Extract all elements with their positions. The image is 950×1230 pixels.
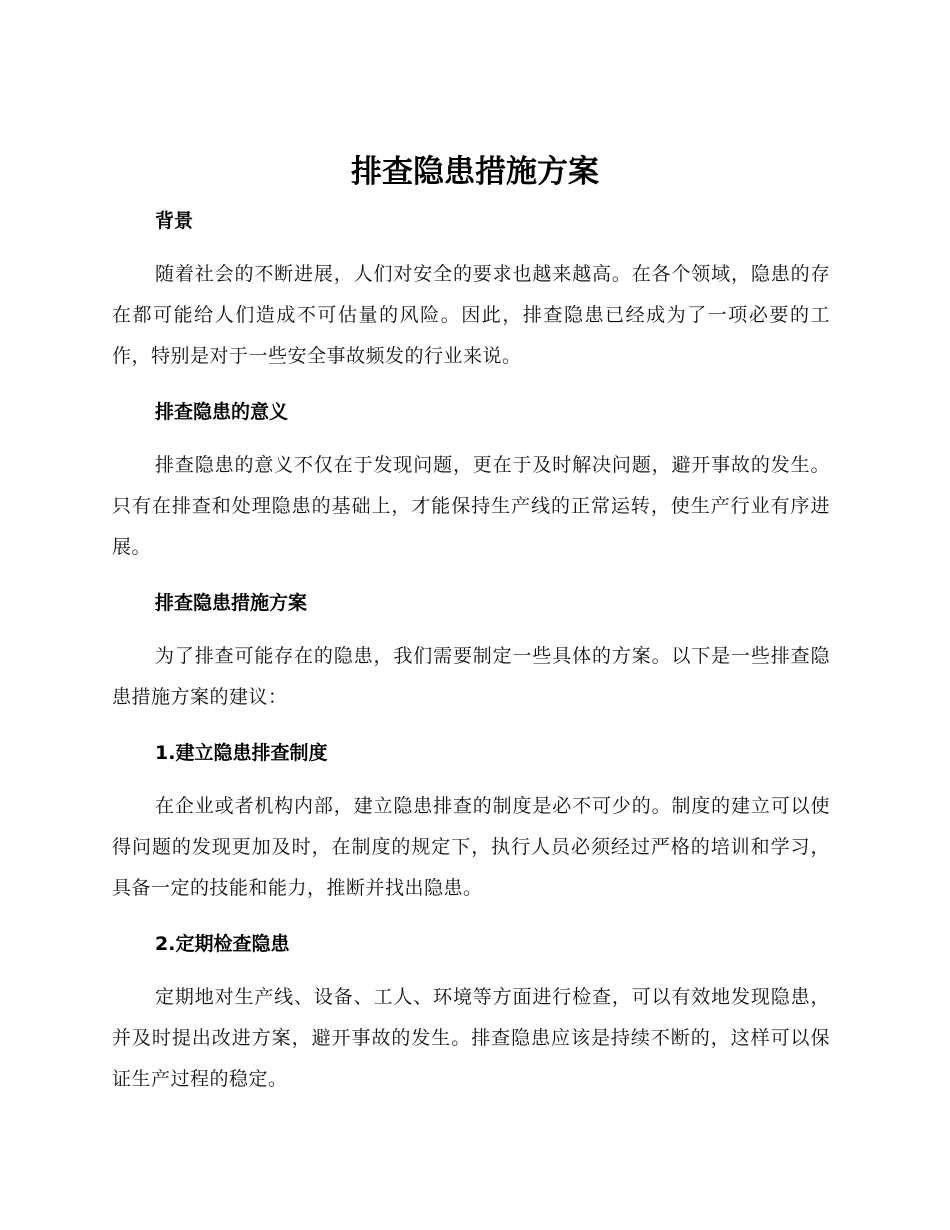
- section-heading-background: 背景: [155, 210, 194, 232]
- section-heading-significance: 排查隐患的意义: [155, 401, 289, 423]
- section-paragraph-system: 在企业或者机构内部，建立隐患排查的制度是必不可少的。制度的建立可以使得问题的发现更加及时，在制度的规定下，执行人员必须经过严格的培训和学习，具备一定的技能和能力，推断并找出隐患。: [112, 795, 830, 899]
- section-paragraph-background: 随着社会的不断进展，人们对安全的要求也越来越高。在各个领域，隐患的存在都可能给人们造成不可估量的风险。因此，排查隐患已经成为了一项必要的工作，特别是对于一些安全事故频发的行业来说。: [112, 263, 830, 367]
- section-heading-measures: 排查隐患措施方案: [155, 592, 308, 614]
- section-heading-system: 1.建立隐患排查制度: [155, 742, 328, 764]
- section-paragraph-measures: 为了排查可能存在的隐患，我们需要制定一些具体的方案。以下是一些排查隐患措施方案的建议：: [112, 645, 830, 708]
- document-body: [112, 202, 830, 1116]
- document-title: 排查隐患措施方案: [351, 154, 599, 190]
- section-heading-regular-inspection: 2.定期检查隐患: [155, 933, 290, 955]
- section-paragraph-significance: 排查隐患的意义不仅在于发现问题，更在于及时解决问题，避开事故的发生。只有在排查和处理隐患的基础上，才能保持生产线的正常运转，使生产行业有序进展。: [112, 454, 830, 558]
- section-paragraph-regular-inspection: 定期地对生产线、设备、工人、环境等方面进行检查，可以有效地发现隐患，并及时提出改进方案，避开事故的发生。排查隐患应该是持续不断的，这样可以保证生产过程的稳定。: [112, 986, 830, 1090]
